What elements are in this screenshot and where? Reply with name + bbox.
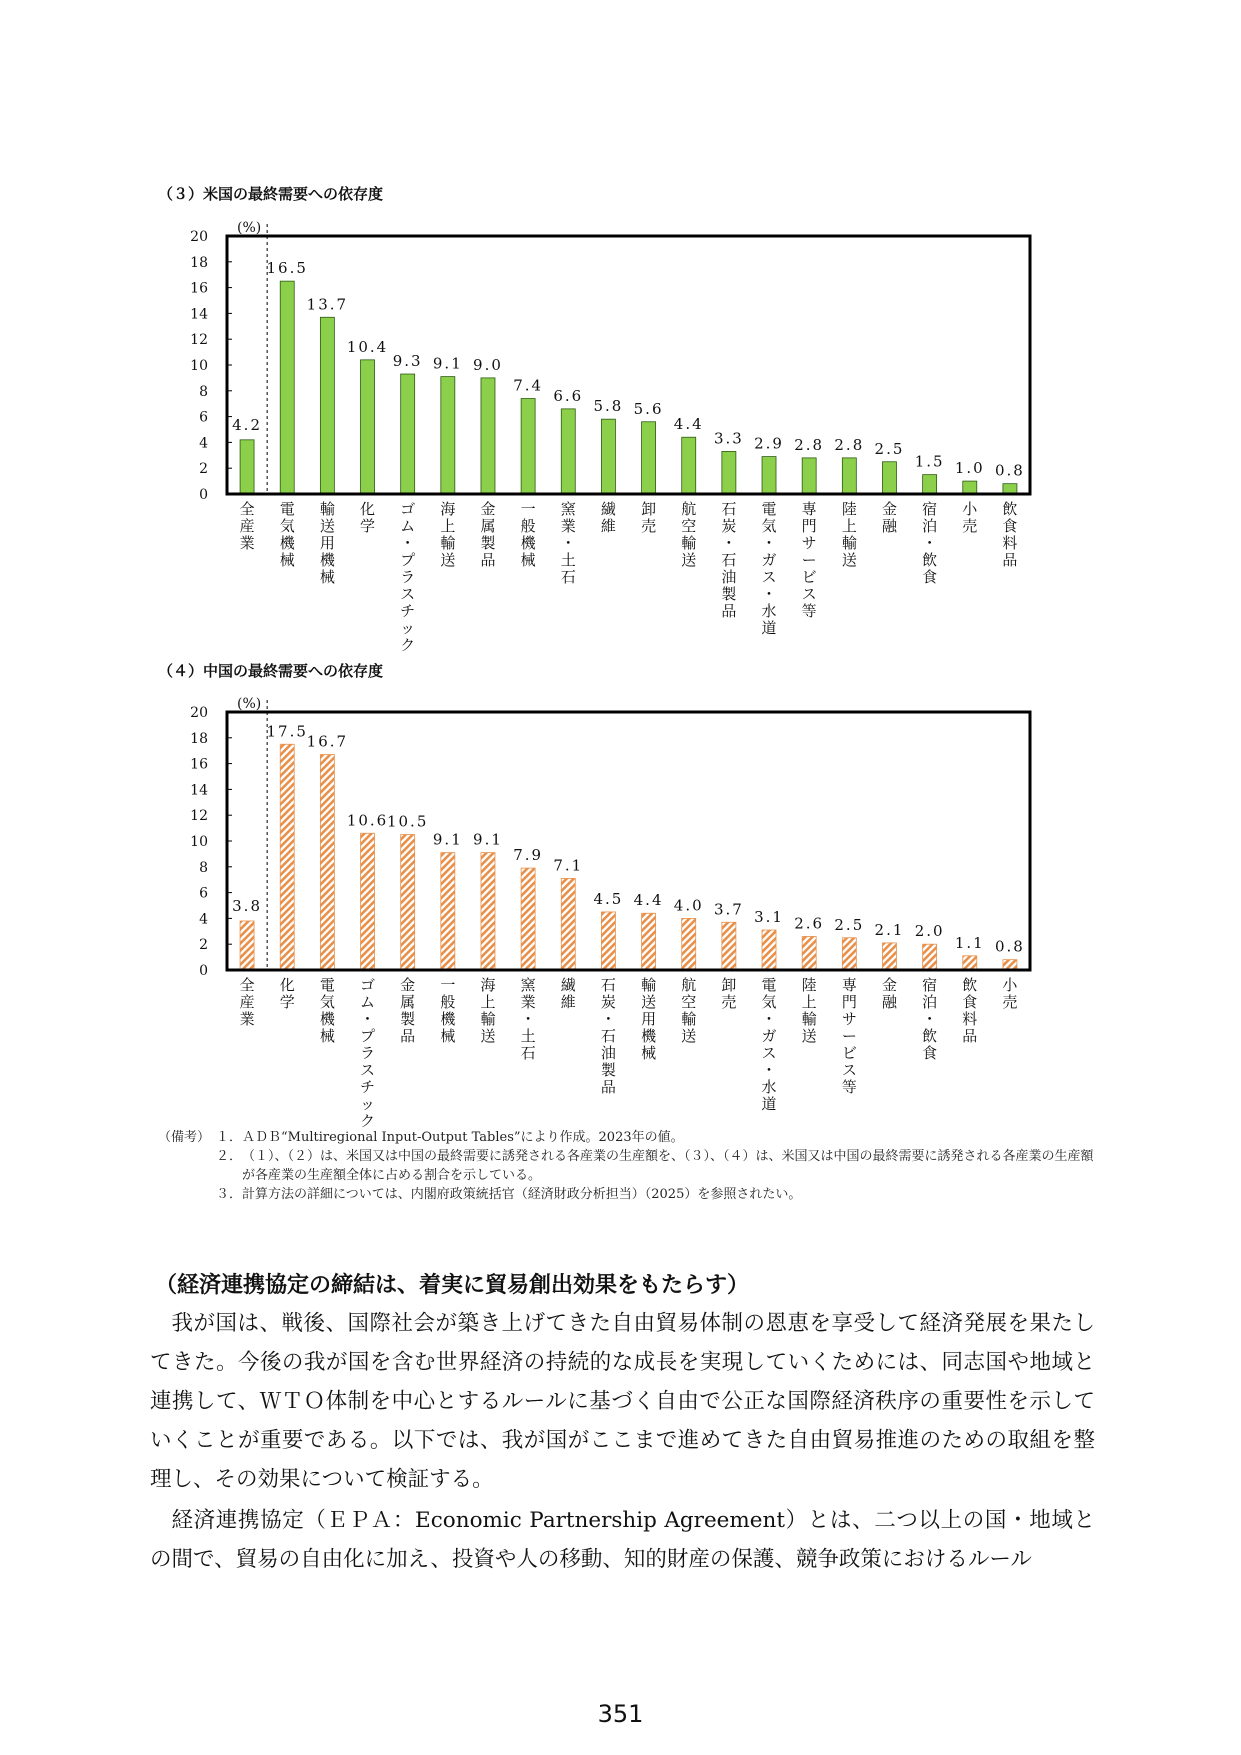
category-label: 電気機械 [319,976,335,1045]
category-label: 海上輸送 [480,976,496,1045]
bar [561,409,575,494]
note-number: ２． [216,1149,243,1164]
data-label: 2.1 [874,920,905,939]
page-number: 351 [597,1700,644,1728]
y-tick-label: 10 [190,358,208,374]
category-label: 石炭・石油製品 [600,976,616,1096]
bar [521,868,535,970]
data-label: 9.0 [473,355,503,374]
category-label: 宿泊・飲食 [922,500,938,586]
bar [642,422,656,494]
y-tick-label: 12 [190,332,208,349]
y-tick-label: 12 [190,808,208,825]
category-label: ゴム・プラスチック [360,976,376,1130]
category-label: 専門サービス等 [801,500,817,620]
notes-label: （備考） [158,1130,211,1145]
bar [601,912,615,970]
bar [842,458,856,494]
y-tick-label: 0 [199,487,208,503]
data-label: 5.6 [633,399,664,418]
category-label: 金属製品 [400,976,416,1045]
bar [882,943,896,970]
category-label: 金属製品 [480,500,496,569]
chart-title-cn: （４）中国の最終需要への依存度 [158,662,384,680]
data-label: 3.3 [713,429,744,448]
bar [802,458,816,494]
section-heading: （経済連携協定の締結は、着実に貿易創出効果をもたらす） [155,1273,750,1298]
category-label: 一般機械 [520,500,536,569]
data-label: 10.6 [346,811,389,830]
category-label: 小売 [1002,976,1018,1011]
category-label: 卸売 [641,500,657,535]
category-label: 専門サービス等 [841,976,857,1096]
paragraph: 我が国は、戦後、国際社会が築き上げてきた自由貿易体制の恩恵を享受して経済発展を果たしてきた。今後の我が国を含む世界経済の持続的な成長を実現していくためには、同志国や地域と連携して、ＷＴＯ体制を中心とするルールに基づく自由で公正な国際経済秩序の重要性を示していくことが重要である。以下では、我が国がここまで進めてきた自由貿易推進のための取組を整理し、その効果について検証する。 [150,1311,1095,1492]
category-label: 小売 [962,500,978,535]
bar [882,462,896,494]
data-label: 9.1 [432,354,463,373]
y-tick-label: 0 [199,963,208,979]
category-label: 窯業・土石 [520,976,536,1062]
bar [601,419,615,494]
bar [923,944,937,970]
bar [481,378,495,494]
data-label: 2.5 [874,439,905,458]
china-dependency-bar-chart [0,694,1241,1134]
bar [441,853,455,970]
data-label: 17.5 [266,722,308,741]
bar [561,878,575,970]
data-label: 9.1 [473,830,503,849]
bar [320,755,334,970]
bar [722,451,736,494]
data-label: 7.1 [553,856,584,875]
data-label: 7.4 [513,376,544,395]
category-label: 石炭・石油製品 [721,500,737,620]
data-label: 4.0 [673,896,704,915]
category-label: 航空輸送 [681,500,697,569]
category-label: 繊維 [560,976,576,1011]
data-label: 2.5 [834,915,865,934]
plot-frame [227,236,1030,494]
category-label: 陸上輸送 [801,976,817,1045]
paragraph: 経済連携協定（ＥＰＡ：Economic Partnership Agreement）とは、二つ以上の国・地域との間で、貿易の自由化に加え、投資や人の移動、知的財産の保護、競争政策におけるルール [150,1508,1095,1572]
bar [963,481,977,494]
data-label: 3.8 [232,896,263,915]
bar [481,853,495,970]
category-label: ゴム・プラスチック [400,500,416,654]
bar [722,922,736,970]
category-label: 全産業 [239,500,255,552]
note-text: （１）、（２）は、米国又は中国の最終需要に誘発される各産業の生産額を、（３）、（４）は、米国又は中国の最終需要に誘発される各産業の生産額が各産業の生産額全体に占める割合を示している。 [242,1149,1094,1183]
body-text [150,1304,1095,1581]
data-label: 3.1 [754,908,784,927]
category-label: 金融 [881,500,897,535]
bar [923,475,937,494]
category-label: 飲食料品 [1002,500,1018,569]
data-label: 16.5 [266,259,308,278]
category-label: 電気機械 [279,500,295,569]
category-label: 海上輸送 [440,500,456,569]
category-label: 陸上輸送 [841,500,857,569]
category-label: 宿泊・飲食 [922,976,938,1062]
bar [802,936,816,970]
y-tick-label: 10 [190,834,208,850]
y-tick-label: 18 [190,730,208,747]
data-label: 4.2 [232,415,263,434]
y-tick-label: 16 [190,756,208,773]
data-label: 6.6 [553,386,584,405]
data-label: 4.4 [633,891,664,910]
bar [240,440,254,494]
y-tick-label: 20 [190,229,208,245]
note-text: 計算方法の詳細については、内閣府政策統括官（経済財政分析担当）（2025）を参照されたい。 [242,1187,802,1202]
category-label: 窯業・土石 [560,500,576,586]
category-label: 金融 [881,976,897,1011]
bar [762,930,776,970]
category-label: 電気・ガス・水道 [761,500,777,637]
y-tick-label: 8 [199,383,208,400]
y-tick-label: 6 [199,409,208,426]
bar [963,956,977,970]
plot-frame [227,712,1030,970]
data-label: 10.4 [346,337,389,356]
us-dependency-bar-chart [0,218,1241,658]
data-label: 0.8 [994,937,1025,956]
data-label: 2.9 [754,434,784,453]
data-label: 13.7 [306,295,349,314]
data-label: 5.8 [593,397,624,416]
note-number: １． [216,1130,243,1145]
category-label: 飲食料品 [962,976,978,1045]
data-label: 2.0 [914,922,945,941]
y-tick-label: 4 [199,911,208,928]
data-label: 9.1 [432,830,463,849]
data-label: 4.4 [673,415,704,434]
y-tick-label: 14 [190,306,208,323]
note-number: ３． [216,1187,243,1202]
data-label: 2.8 [834,435,865,454]
y-tick-label: 8 [199,859,208,876]
category-label: 繊維 [600,500,616,535]
category-label: 化学 [279,976,295,1011]
data-label: 2.8 [794,435,825,454]
bar [401,374,415,494]
note-text: ＡＤＢ“Multiregional Input-Output Tables”により作成。2023年の値。 [242,1130,684,1145]
data-label: 7.9 [513,846,544,865]
bar [401,835,415,970]
y-tick-label: 16 [190,280,208,297]
bar [280,281,294,494]
y-tick-label: 14 [190,782,208,799]
data-label: 16.7 [306,732,349,751]
data-label: 4.5 [593,889,624,908]
y-axis-label: (%) [237,220,262,236]
y-tick-label: 6 [199,885,208,902]
bar [642,913,656,970]
bar [361,833,375,970]
y-axis-label: (%) [237,696,262,712]
data-label: 3.7 [713,900,744,919]
bar [1003,484,1017,494]
data-label: 1.0 [954,459,985,478]
y-tick-label: 20 [190,705,208,721]
bar [842,938,856,970]
bar [441,377,455,494]
bar [280,744,294,970]
data-label: 10.5 [386,812,429,831]
category-label: 輸送用機械 [319,500,335,586]
category-label: 輸送用機械 [641,976,657,1062]
bar [682,918,696,970]
chart-title-us: （３）米国の最終需要への依存度 [158,185,384,203]
bar [521,399,535,494]
category-label: 化学 [360,500,376,535]
y-tick-label: 2 [199,461,208,478]
bar [240,921,254,970]
data-label: 2.6 [794,914,825,933]
bar [682,437,696,494]
data-label: 1.5 [914,452,945,471]
data-label: 0.8 [994,461,1025,480]
category-label: 一般機械 [440,976,456,1045]
bar [361,360,375,494]
category-label: 卸売 [721,976,737,1011]
bar [1003,960,1017,970]
bar [320,317,334,494]
bar [762,457,776,494]
y-tick-label: 4 [199,435,208,452]
data-label: 9.3 [392,352,423,371]
category-label: 全産業 [239,976,255,1028]
category-label: 航空輸送 [681,976,697,1045]
category-label: 電気・ガス・水道 [761,976,777,1113]
y-tick-label: 2 [199,937,208,954]
notes [158,1128,1098,1204]
y-tick-label: 18 [190,254,208,271]
data-label: 1.1 [954,933,985,952]
